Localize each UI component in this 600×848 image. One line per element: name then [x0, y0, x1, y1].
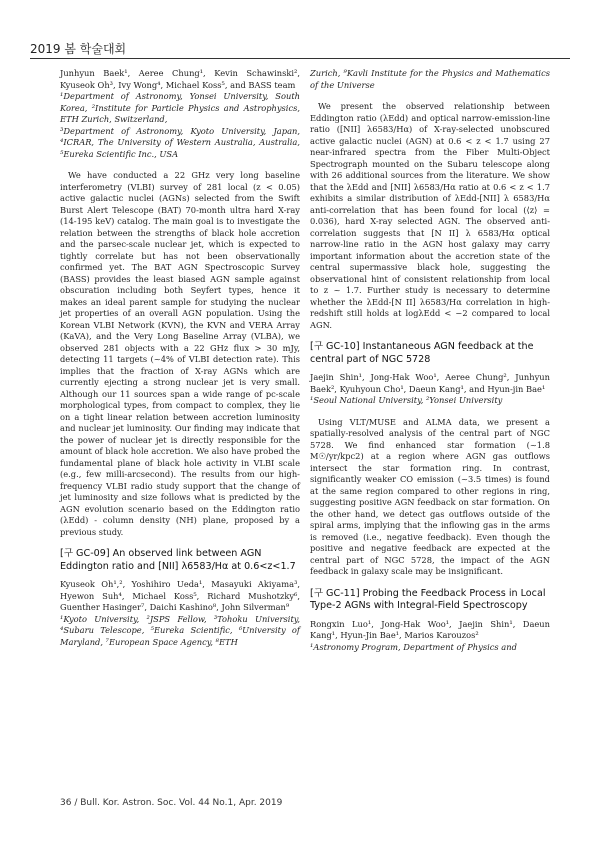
section-gc10-authors: Jaejin Shin¹, Jong-Hak Woo¹, Aeree Chung², Junhyun Baek², Kyuhyoun Cho¹, Daeun Kang¹, and Hyun-jin Bae¹	[310, 372, 550, 394]
section-gc09-abstract: We present the observed relationship between Eddington ratio (λEdd) and optical narrow-emission-line ratio ([NII] λ6583/Hα) of X-ray-selected unobscured active galactic nuclei (AGN) at 0.6 < z < 1.7 using 27 near-infrared spectra from the Fiber Multi-Object Spectrograph mounted on the Subaru telescope along with 26 additional sources from the literature. We show that the λEdd and [NII] λ6583/Hα ratio at 0.6 < z < 1.7 exhibits a similar distribution of λEdd-[NII] λ 6583/Hα anti-correlation that has been found for local (⟨z⟩ = 0.036), hard X-ray selected AGN. The observed anti-correlation suggests that [N II] λ 6583/Hα optical narrow-line ratio in the AGN host galaxy may carry important information about the accretion state of the central supermassive black hole, suggesting the observational hint of consistent relationship from local to z ~ 1.7. Further study is necessary to determine whether the λEdd-[N II] λ6583/Hα correlation in high-redshift still holds at logλEdd < −2 compared to local AGN.	[310, 101, 550, 330]
section-gc09-affiliations-cont: Zurich, ⁹Kavli Institute for the Physics and Mathematics of the Universe	[310, 68, 550, 90]
header-rule	[30, 58, 570, 59]
section-gc10-abstract: Using VLT/MUSE and ALMA data, we present a spatially-resolved analysis of the central part of NGC 5728. We find enhanced star formation (~1.8 M☉/yr/kpc2) at a region where AGN gas outflows intersect the star formation ring. In contrast, significantly weaker CO emission (~3.5 times) is found at the same region compared to other regions in ring, suggesting positive AGN feedback on star formation. On the other hand, we detect gas outflows outside of the spiral arms, implying that the inflowing gas in the arms is removed (i.e., negative feedback). Even though the positive and negative feedback are expected at the central part of NGC 5728, the impact of the AGN feedback in galaxy scale may be insignificant.	[310, 416, 550, 576]
abstract-1-body: We have conducted a 22 GHz very long baseline interferometry (VLBI) survey of 281 local (z < 0.05) active galactic nuclei (AGNs) selected from the Swift Burst Alert Telescope (BAT) 70-month ultra hard X-ray (14-195 keV) catalog. The main goal is to investigate the relation between the strengths of black hole accretion and the parsec-scale nuclear jet, which is expected to tightly correlate but has not been observationally confirmed yet. The BAT AGN Spectroscopic Survey (BASS) provides the least biased AGN sample against obscuration including both Seyfert types, hence it makes an ideal parent sample for studying the nuclear jet properties of an overall AGN population. Using the Korean VLBI Network (KVN), the KVN and VERA Array (KaVA), and the Very Long Baseline Array (VLBA), we observed 281 objects with a 22 GHz flux > 30 mJy, detecting 11 targets (~4% of VLBI detection rate). This implies that the fraction of X-ray AGNs which are currently ejecting a strong nuclear jet is very small. Although our 11 sources span a wide range of pc-scale morphological types, from compact to complex, they lie on a tight linear relation between accretion luminosity and nuclear jet luminosity. Our finding may indicate that the power of nuclear jet is directly responsible for the amount of black hole accretion. We also have probed the fundamental plane of black hole activity in VLBI scale (e.g., few milli-arcsecond). The results from our high-frequency VLBI radio study support that the change of jet luminosity and size follows what is predicted by the AGN evolution scenario based on the Eddington ratio (λEdd) - column density (NH) plane, proposed by a previous study.	[60, 170, 300, 537]
page-footer: 36 / Bull. Kor. Astron. Soc. Vol. 44 No.1, Apr. 2019	[60, 798, 283, 808]
section-gc09-affiliations: ¹Kyoto University, ²JSPS Fellow, ³Tohoku University, ⁴Subaru Telescope, ⁵Eureka Scientific, ⁶University of Maryland, ⁷European Space Agency, ⁸ETH	[60, 613, 300, 647]
section-gc09-authors: Kyuseok Oh¹,², Yoshihiro Ueda¹, Masayuki Akiyama³, Hyewon Suh⁴, Michael Koss⁵, Richard Mushotzky⁶, Guenther Hasinger⁷, Daichi Kashino⁸, John Silverman⁹	[60, 579, 300, 612]
left-column	[60, 68, 300, 648]
abstract-1-affiliations-b: ³Department of Astronomy, Kyoto University, Japan, ⁴ICRAR, The University of Western Australia, Australia, ⁵Eureka Scientific Inc., USA	[60, 125, 300, 159]
right-column	[310, 68, 550, 653]
abstract-1-authors: Junhyun Baek¹, Aeree Chung¹, Kevin Schawinski², Kyuseok Oh³, Ivy Wong⁴, Michael Koss⁵, and BASS team	[60, 68, 300, 90]
section-gc10-affiliations: ¹Seoul National University, ²Yonsei University	[310, 395, 503, 405]
section-gc11-authors: Rongxin Luo¹, Jong-Hak Woo¹, Jaejin Shin¹, Daeun Kang¹, Hyun-Jin Bae¹, Marios Karouzos²	[310, 618, 550, 640]
section-gc11-title: [구 GC-11] Probing the Feedback Process in Local Type-2 AGNs with Integral-Field Spectroscopy	[310, 587, 546, 611]
page-header: 2019 봄 학술대회	[30, 42, 127, 56]
section-gc11-affiliations: ¹Astronomy Program, Department of Physics and	[310, 641, 517, 652]
abstract-1-affiliations-a: ¹Department of Astronomy, Yonsei University, South Korea, ²Institute for Particle Physics and Astrophysics, ETH Zurich, Switzerland,	[60, 91, 300, 124]
section-gc10-title: [구 GC-10] Instantaneous AGN feedback at the central part of NGC 5728	[310, 341, 534, 365]
section-gc09-title: [구 GC-09] An observed link between AGN Eddington ratio and [NII] λ6583/Hα at 0.6<z<1.7	[60, 548, 296, 572]
